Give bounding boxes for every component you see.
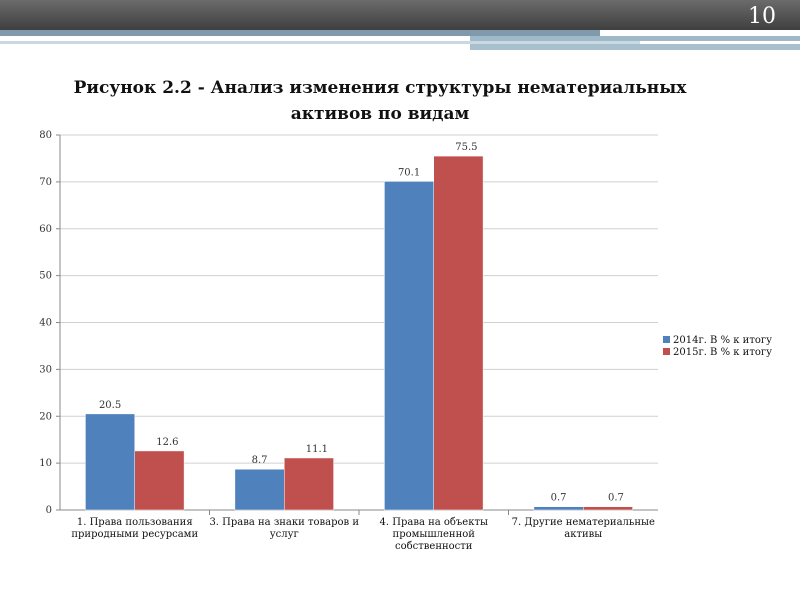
data-label: 11.1 <box>305 443 329 455</box>
y-tick-label: 0 <box>45 505 52 516</box>
bar-1 <box>384 181 433 510</box>
y-tick-label: 30 <box>39 364 52 376</box>
y-tick-label: 80 <box>39 130 52 141</box>
y-tick-label: 50 <box>39 270 52 282</box>
bar-2 <box>135 451 184 510</box>
y-tick-label: 60 <box>39 223 52 235</box>
bar-1 <box>534 507 583 510</box>
bar-2 <box>284 458 333 510</box>
legend-label: 2015г. В % к итогу <box>673 347 773 358</box>
data-label: 75.5 <box>455 142 478 154</box>
data-label: 70.1 <box>397 167 421 179</box>
legend-swatch-2 <box>663 348 670 355</box>
data-label: 0.7 <box>550 492 567 504</box>
y-tick-label: 20 <box>39 411 52 423</box>
data-label: 8.7 <box>251 455 268 467</box>
y-tick-label: 10 <box>39 458 52 470</box>
x-category-label: 4. Права на объекты промышленной собственности <box>379 517 488 552</box>
x-category-label: 3. Права на знаки товаров и услуг <box>209 517 360 540</box>
y-tick-label: 40 <box>39 317 52 329</box>
y-tick-label: 70 <box>39 176 52 188</box>
bar-1 <box>235 469 284 510</box>
data-label: 12.6 <box>156 436 179 448</box>
data-label: 20.5 <box>98 399 122 411</box>
chart-title: Рисунок 2.2 - Анализ изменения структуры нематериальных активов по видам <box>73 78 687 124</box>
data-label: 0.7 <box>607 492 624 504</box>
legend-swatch-1 <box>663 336 670 343</box>
bar-2 <box>583 507 632 510</box>
x-category-label: 1. Права пользования природными ресурсами <box>71 517 199 540</box>
bar-1 <box>85 414 134 510</box>
bar-2 <box>434 156 483 510</box>
legend-label: 2014г. В % к итогу <box>673 335 773 346</box>
x-category-label: 7. Другие нематериальные активы <box>511 517 655 540</box>
slide-number: 10 <box>748 4 776 29</box>
